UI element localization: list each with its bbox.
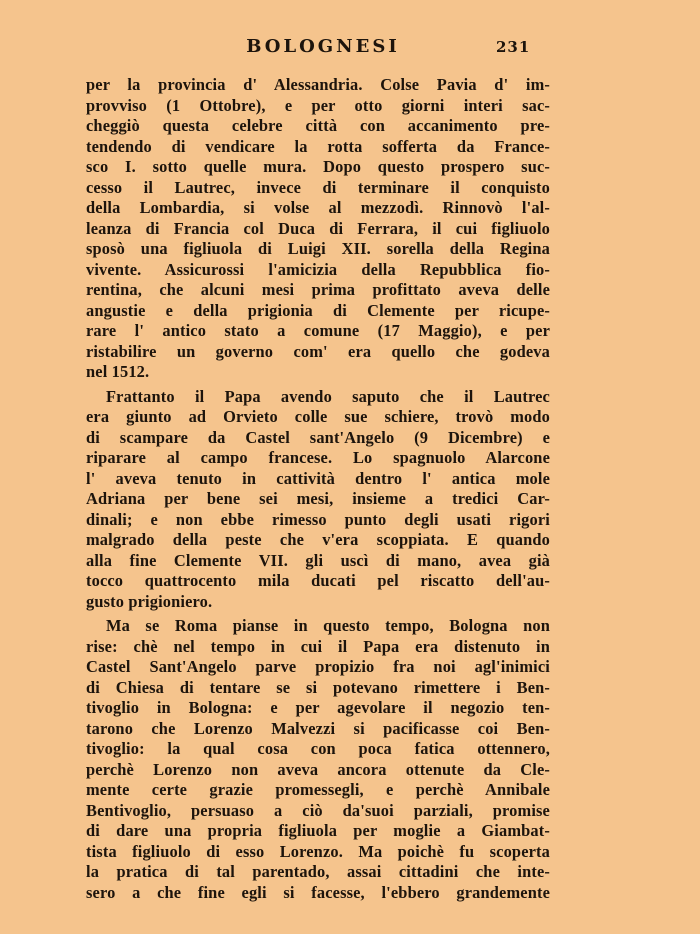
text-line: tocco quattrocento mila ducati pel riscatto dell'au- [86, 571, 550, 590]
text-line: vivente. Assicurossi l'amicizia della Repubblica fio- [86, 259, 550, 279]
running-title: BOLOGNESI [246, 36, 400, 57]
text-line: cheggiò questa celebre città con accanimento pre- [86, 116, 550, 135]
text-line: rare l' antico stato a comune (17 Maggio), e per [86, 321, 550, 340]
text-line: nel 1512. [86, 362, 150, 381]
text-line: riparare al campo francese. Lo spagnuolo Alarcone [86, 448, 550, 467]
text-line: di dare una propria figliuola per moglie a Giambat- [86, 821, 550, 840]
text-line: leanza di Francia col Duca di Ferrara, il cui figliuolo [86, 218, 550, 238]
text-line: Adriana per bene sei mesi, insieme a tredici Car- [86, 489, 550, 508]
text-line: gusto prigioniero. [86, 591, 213, 611]
text-line: Frattanto il Papa avendo saputo che il Lautrec [106, 386, 550, 406]
text-line: tarono che Lorenzo Malvezzi si pacificasse coi Ben- [86, 718, 550, 738]
text-line: sposò una figliuola di Luigi XII. sorella della Regina [86, 239, 550, 258]
text-line: l' aveva tenuto in cattività dentro l' antica mole [86, 468, 550, 488]
text-line: della Lombardia, si volse al mezzodì. Rinnovò l'al- [86, 198, 550, 217]
text-line: Ma se Roma pianse in questo tempo, Bologna non [106, 616, 550, 635]
text-line: tivoglio in Bologna: e per agevolare il negozio ten- [86, 698, 550, 717]
text-line: Bentivoglio, persuaso a ciò da'suoi parziali, promise [86, 800, 550, 820]
page-number: 231 [496, 38, 531, 56]
text-line: era giunto ad Orvieto colle sue schiere, trovò modo [86, 407, 550, 426]
text-line: alla fine Clemente VII. gli uscì di mano, avea già [86, 550, 550, 570]
text-line: per la provincia d' Alessandria. Colse Pavia d' im- [86, 75, 550, 94]
text-line: rentina, che alcuni mesi prima profittato aveva delle [86, 280, 550, 299]
paragraph-2 [86, 387, 550, 613]
text-line: sco I. sotto quelle mura. Dopo questo prospero suc- [86, 157, 550, 176]
running-header [0, 36, 700, 62]
text-line: Castel Sant'Angelo parve propizio fra noi agl'inimici [86, 657, 550, 676]
text-line: dinali; e non ebbe rimesso punto degli usati rigori [86, 509, 550, 529]
text-line: mente certe grazie promessegli, e perchè Annibale [86, 780, 550, 799]
text-line: sero a che fine egli si facesse, l'ebbero grandemente [86, 882, 550, 902]
text-line: malgrado della peste che v'era scoppiata. E quando [86, 530, 550, 549]
text-line: provviso (1 Ottobre), e per otto giorni interi sac- [86, 95, 550, 115]
text-line: la pratica di tal parentado, assai cittadini che inte- [86, 862, 550, 881]
text-line: perchè Lorenzo non aveva ancora ottenute da Cle- [86, 759, 550, 779]
text-line: ristabilire un governo com' era quello che godeva [86, 341, 550, 361]
text-line: tivoglio: la qual cosa con poca fatica ottennero, [86, 739, 550, 758]
text-line: tista figliuolo di esso Lorenzo. Ma poichè fu scoperta [86, 841, 550, 861]
text-line: angustie e della prigionia di Clemente per ricupe- [86, 300, 550, 320]
text-line: rise: chè nel tempo in cui il Papa era distenuto in [86, 636, 550, 656]
paragraph-3 [86, 616, 550, 903]
body-text [86, 75, 550, 903]
text-line: cesso il Lautrec, invece di terminare il conquisto [86, 177, 550, 197]
paragraph-1 [86, 75, 550, 383]
text-line: tendendo di vendicare la rotta sofferta da France- [86, 136, 550, 156]
text-line: di scampare da Castel sant'Angelo (9 Dicembre) e [86, 427, 550, 447]
text-line: di Chiesa di tentare se si potevano rimettere i Ben- [86, 677, 550, 697]
